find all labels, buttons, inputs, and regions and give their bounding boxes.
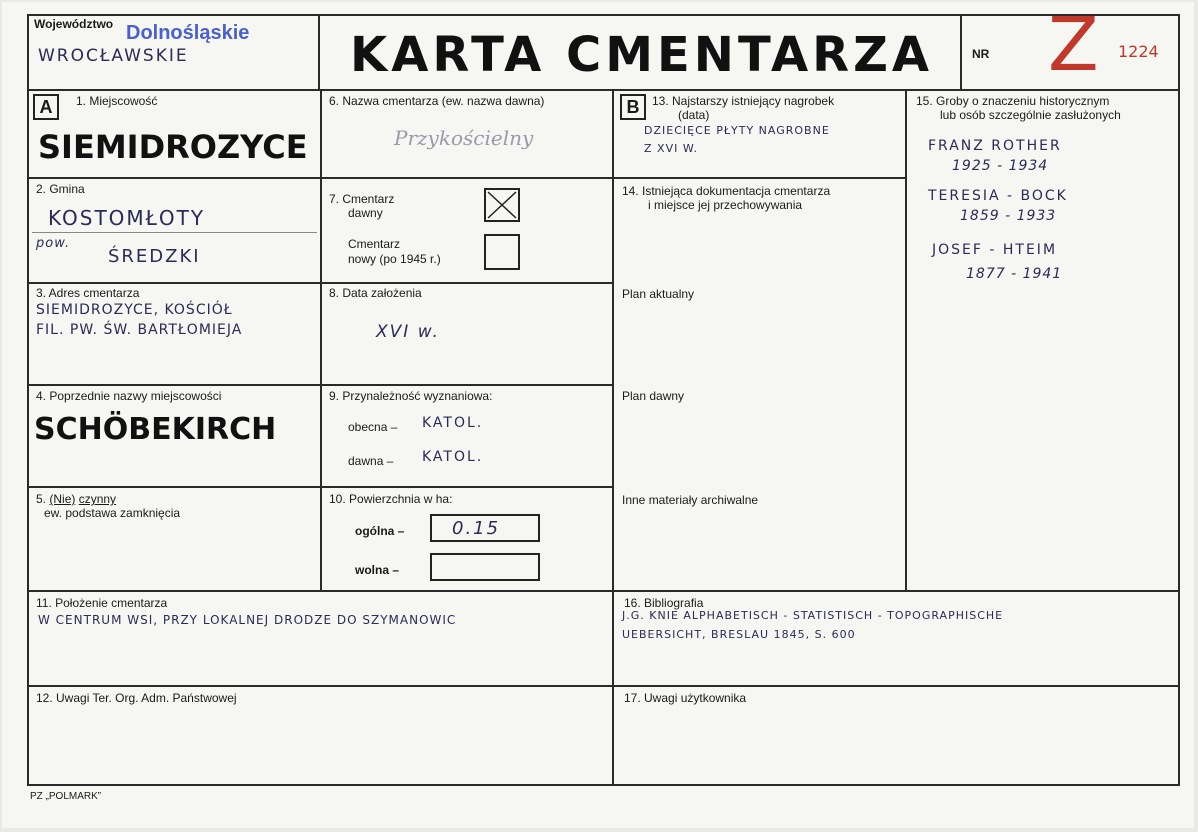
field-9-current-label: obecna – — [348, 420, 398, 434]
number-label: NR — [972, 47, 990, 61]
header-split-left — [318, 14, 320, 91]
number-value: 1224 — [1118, 42, 1159, 61]
section-b-marker: B — [620, 94, 646, 120]
frame-left — [27, 14, 29, 786]
grave-2-name: TERESIA - BOCK — [928, 188, 1068, 204]
grave-1-name: FRANZ ROTHER — [928, 138, 1062, 154]
field-3-line-1: SIEMIDROZYCE, KOŚCIÓŁ — [36, 302, 233, 318]
field-5-czynny: czynny — [78, 492, 117, 506]
field-4-value: SCHÖBEKIRCH — [34, 412, 277, 447]
field-16-line-2: UEBERSICHT, BRESLAU 1845, S. 600 — [622, 628, 856, 641]
row-line-c2-4 — [320, 486, 614, 488]
col-line-1 — [320, 89, 322, 590]
field-11-label: 11. Położenie cmentarza — [36, 596, 168, 610]
section-a-marker: A — [33, 94, 59, 120]
row-line-c1-2 — [27, 282, 322, 284]
row-line-c2-1 — [320, 177, 614, 179]
field-5-label — [36, 492, 116, 506]
district-value: ŚREDZKI — [108, 246, 201, 267]
field-2-divider — [32, 232, 317, 233]
lower-divider-2 — [27, 685, 1180, 687]
number-letter: Z — [1048, 2, 1099, 88]
check-x-icon — [486, 190, 518, 220]
field-1-value: SIEMIDROZYCE — [38, 128, 308, 166]
grave-3-dates: 1877 - 1941 — [966, 266, 1063, 282]
field-14-label-1: 14. Istniejąca dokumentacja cmentarza — [622, 184, 831, 198]
field-6-value: Przykościelny — [394, 126, 534, 150]
cemetery-card — [2, 2, 1194, 828]
field-12-label: 12. Uwagi Ter. Org. Adm. Państwowej — [36, 691, 237, 705]
field-9-former-value: KATOL. — [422, 449, 484, 465]
frame-bottom — [27, 784, 1180, 786]
frame-top — [27, 14, 1180, 16]
field-15-label-2: lub osób szczególnie zasłużonych — [940, 108, 1121, 122]
field-7-new-label-1: Cmentarz — [348, 237, 401, 251]
field-3-line-2: FIL. PW. ŚW. BARTŁOMIEJA — [36, 322, 243, 338]
field-10-total-label: ogólna – — [355, 524, 405, 538]
field-13-label-2: (data) — [678, 108, 710, 122]
col-line-3 — [905, 89, 907, 590]
field-8-label: 8. Data założenia — [329, 286, 422, 300]
row-line-c3-1 — [612, 177, 907, 179]
plan-current-label: Plan aktualny — [622, 287, 695, 301]
free-area-field[interactable] — [430, 553, 540, 581]
printer-imprint: PZ „POLMARK” — [30, 791, 102, 802]
field-17-label: 17. Uwagi użytkownika — [624, 691, 747, 705]
field-1-label: 1. Miejscowość — [76, 94, 158, 108]
grave-2-dates: 1859 - 1933 — [960, 208, 1057, 224]
district-label: pow. — [36, 236, 71, 251]
field-7-new-label-2: nowy (po 1945 r.) — [348, 252, 441, 266]
field-13-label-1: 13. Najstarszy istniejący nagrobek — [652, 94, 835, 108]
voivodeship-handwritten: WROCŁAWSKIE — [38, 46, 189, 66]
field-2-value: KOSTOMŁOTY — [48, 206, 206, 230]
field-9-former-label: dawna – — [348, 454, 394, 468]
total-area-value: 0.15 — [452, 518, 501, 539]
grave-1-dates: 1925 - 1934 — [952, 158, 1049, 174]
field-5-number: 5. — [36, 492, 47, 506]
field-10-label: 10. Powierzchnia w ha: — [329, 492, 453, 506]
other-archives-label: Inne materiały archiwalne — [622, 493, 759, 507]
col-line-2 — [612, 89, 614, 786]
field-11-value: W CENTRUM WSI, PRZY LOKALNEJ DRODZE DO SZYMANOWIC — [38, 613, 457, 627]
field-16-line-1: J.G. KNIE ALPHABETISCH - STATISTISCH - TOPOGRAPHISCHE — [622, 609, 1004, 622]
field-5-nie: (Nie) — [49, 492, 76, 506]
row-line-c2-2 — [320, 282, 614, 284]
field-7-label-1: 7. Cmentarz — [329, 192, 395, 206]
old-cemetery-checkbox[interactable] — [484, 188, 520, 222]
row-line-c1-4 — [27, 486, 322, 488]
field-15-label-1: 15. Groby o znaczeniu historycznym — [916, 94, 1110, 108]
field-8-value: XVI w. — [376, 322, 440, 342]
voivodeship-stamp: Dolnośląskie — [126, 22, 250, 44]
plan-former-label: Plan dawny — [622, 389, 685, 403]
lower-divider — [27, 590, 1180, 592]
field-13-line-2: Z XVI W. — [644, 142, 698, 155]
row-line-c2-3 — [320, 384, 614, 386]
total-area-field[interactable] — [430, 514, 540, 542]
row-line-c1-1 — [27, 177, 322, 179]
header-split-right — [960, 14, 962, 91]
field-9-current-value: KATOL. — [422, 415, 484, 431]
frame-right — [1178, 14, 1180, 786]
field-2-label: 2. Gmina — [36, 182, 85, 196]
new-cemetery-checkbox[interactable] — [484, 234, 520, 270]
field-7-label-2: dawny — [348, 206, 383, 220]
field-16-label: 16. Bibliografia — [624, 596, 704, 610]
page-title: KARTA CMENTARZA — [350, 27, 934, 83]
field-6-label: 6. Nazwa cmentarza (ew. nazwa dawna) — [329, 94, 545, 108]
field-10-free-label: wolna – — [355, 563, 400, 577]
field-5-label-line-2: ew. podstawa zamknięcia — [44, 506, 181, 520]
row-line-c1-3 — [27, 384, 322, 386]
field-3-label: 3. Adres cmentarza — [36, 286, 140, 300]
field-13-line-1: DZIECIĘCE PŁYTY NAGROBNE — [644, 124, 830, 137]
header-divider — [27, 89, 1180, 91]
grave-3-name: JOSEF - HTEIM — [932, 242, 1058, 258]
field-14-label-2: i miejsce jej przechowywania — [648, 198, 803, 212]
voivodeship-label: Województwo — [34, 17, 114, 31]
field-4-label: 4. Poprzednie nazwy miejscowości — [36, 389, 222, 403]
field-9-label: 9. Przynależność wyznaniowa: — [329, 389, 493, 403]
